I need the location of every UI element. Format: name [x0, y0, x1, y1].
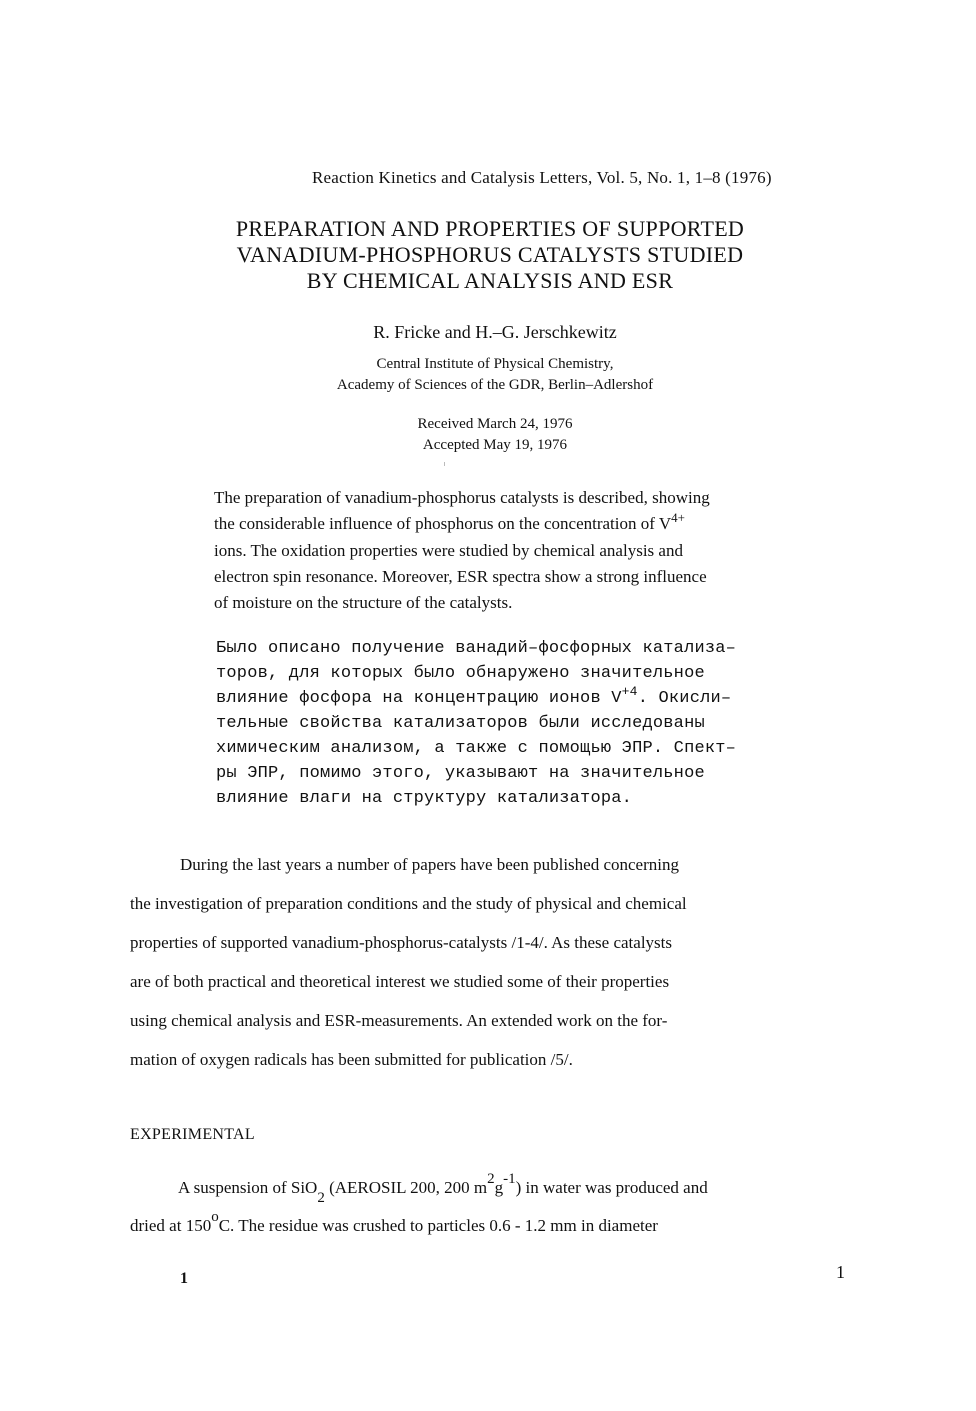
- superscript: o: [211, 1209, 219, 1225]
- experimental-line: A suspension of SiO2 (AEROSIL 200, 200 m2g-1) in water was produced and: [178, 1171, 708, 1206]
- paragraph-line: During the last years a number of papers have been published concerning: [180, 855, 679, 874]
- abstract-ru-line: торов, для которых было обнаружено значительное: [216, 664, 705, 683]
- journal-header: Reaction Kinetics and Catalysis Letters, Vol. 5, No. 1, 1–8 (1976): [312, 168, 772, 187]
- abstract-ru-line: влияние фосфора на концентрацию ионов $V^{+4}$. Окисли–: [216, 684, 732, 708]
- abstract-russian: [216, 636, 876, 811]
- abstract-english: [214, 485, 839, 616]
- scan-speck: [444, 462, 445, 466]
- section-heading: EXPERIMENTAL: [130, 1126, 255, 1143]
- abstract-line: electron spin resonance. Moreover, ESR spectra show a strong influence: [214, 567, 707, 586]
- superscript: -1: [503, 1171, 516, 1187]
- paragraph-line: the investigation of preparation conditions and the study of physical and chemical: [130, 894, 687, 913]
- paragraph-line: are of both practical and theoretical interest we studied some of their properties: [130, 972, 670, 991]
- affiliation-line: Central Institute of Physical Chemistry,: [376, 356, 614, 372]
- abstract-line: of moisture on the structure of the catalysts.: [214, 593, 513, 612]
- subscript: 2: [317, 1190, 325, 1206]
- abstract-line: the considerable influence of phosphorus on the concentration of $V^{4+}$: [214, 510, 685, 533]
- article-title: [150, 216, 830, 294]
- submission-dates: [330, 414, 660, 456]
- abstract-line: ions. The oxidation properties were studied by chemical analysis and: [214, 541, 683, 560]
- superscript: 2: [487, 1171, 495, 1187]
- title-line: VANADIUM-PHOSPHORUS CATALYSTS STUDIED: [236, 242, 744, 267]
- superscript: +4: [621, 684, 638, 699]
- received-date: Received March 24, 1976: [417, 416, 573, 432]
- affiliation: [270, 354, 720, 396]
- abstract-line: The preparation of vanadium-phosphorus catalysts is described, showing: [214, 488, 710, 507]
- abstract-ru-line: тельные свойства катализаторов были исследованы: [216, 714, 705, 733]
- abstract-ru-line: ры ЭПР, помимо этого, указывают на значительное: [216, 764, 705, 783]
- accepted-date: Accepted May 19, 1976: [422, 437, 568, 453]
- paragraph-line: mation of oxygen radicals has been submitted for publication /5/.: [130, 1050, 573, 1069]
- intro-paragraph: [130, 845, 830, 1079]
- abstract-ru-line: химическим анализом, а также с помощью ЭПР. Спект–: [216, 739, 737, 758]
- title-line: BY CHEMICAL ANALYSIS AND ESR: [306, 268, 674, 293]
- page-number-right: 1: [836, 1262, 845, 1282]
- authors: R. Fricke and H.–G. Jerschkewitz: [373, 322, 617, 342]
- paragraph-line: using chemical analysis and ESR-measurements. An extended work on the for-: [130, 1011, 668, 1030]
- superscript: 4+: [671, 510, 685, 525]
- page-number-left: 1: [180, 1270, 188, 1287]
- title-line: PREPARATION AND PROPERTIES OF SUPPORTED: [235, 216, 745, 241]
- affiliation-line: Academy of Sciences of the GDR, Berlin–Adlershof: [336, 377, 654, 393]
- experimental-line: dried at 150oC. The residue was crushed to particles 0.6 - 1.2 mm in diameter: [130, 1209, 658, 1235]
- abstract-ru-line: Было описано получение ванадий–фосфорных катализа–: [216, 639, 737, 658]
- abstract-ru-line: влияние влаги на структуру катализатора.: [216, 789, 633, 808]
- paragraph-line: properties of supported vanadium-phosphorus-catalysts /1-4/. As these catalysts: [130, 933, 672, 952]
